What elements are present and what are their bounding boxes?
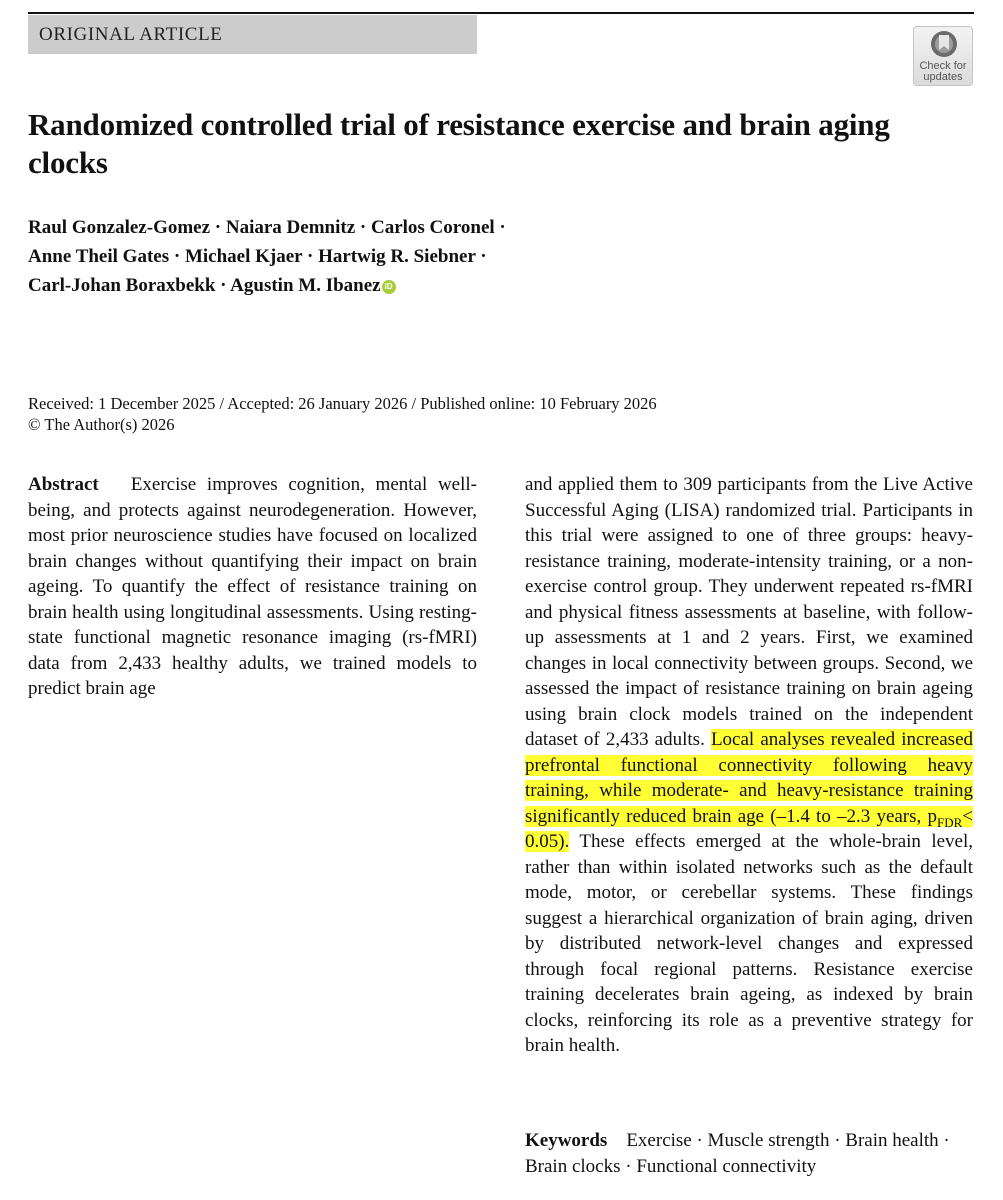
badge-line-2: updates bbox=[923, 71, 963, 83]
badge-line-1: Check for bbox=[919, 60, 967, 72]
author-list bbox=[28, 213, 728, 300]
check-for-updates-text bbox=[914, 61, 972, 83]
abstract-text-right-after: These effects emerged at the whole-brain level, rather than within isolated networks such as the default mode, motor, or cerebellar systems. These findings suggest a hierarchical organization of brain aging, driven by distributed network-level changes and expressed through focal regional patterns. Resistance exercise training decelerates brain ageing, as indexed by brain clocks, reinforcing its role as a preventive strategy for brain health. bbox=[525, 831, 973, 1056]
keywords-section bbox=[525, 1128, 973, 1179]
bookmark-icon bbox=[930, 30, 958, 60]
author-line-1: Raul Gonzalez-Gomez · Naiara Demnitz · Carlos Coronel · bbox=[28, 217, 506, 238]
keywords-label: Keywords bbox=[525, 1130, 608, 1151]
abstract-text-right-before: and applied them to 309 participants from the Live Active Successful Aging (LISA) randomized trial. Participants in this trial were assigned to one of three groups: heavy-resistance training, moderate-intensity training, or a non-exercise control group. They underwent repeated rs-fMRI and physical fitness assessments at baseline, with follow-up assessments at 1 and 2 years. First, we examined changes in local connectivity between groups. Second, we assessed the impact of resistance training on brain ageing using brain clock models trained on the independent dataset of 2,433 adults. bbox=[525, 474, 973, 750]
abstract-column-right bbox=[525, 472, 973, 1059]
article-type-label: ORIGINAL ARTICLE bbox=[28, 15, 477, 54]
author-line-3-text: Carl-Johan Boraxbekk · Agustin M. Ibanez bbox=[28, 275, 381, 296]
publication-dates bbox=[28, 393, 828, 435]
author-line-2: Anne Theil Gates · Michael Kjaer · Hartwig R. Siebner · bbox=[28, 246, 487, 267]
highlight-end: < 0.05). bbox=[525, 805, 973, 852]
top-rule bbox=[28, 12, 974, 14]
copyright-line: © The Author(s) 2026 bbox=[28, 415, 175, 434]
article-title: Randomized controlled trial of resistance exercise and brain aging clocks bbox=[28, 107, 890, 180]
abstract-column-left bbox=[28, 472, 477, 702]
highlight-main: Local analyses revealed increased prefrontal functional connectivity following heavy training, while moderate- and heavy-resistance training significantly reduced brain age (–1.4 to –2.3 years, p bbox=[525, 729, 973, 827]
abstract-label: Abstract bbox=[28, 474, 99, 495]
author-line-3 bbox=[28, 271, 728, 300]
orcid-icon[interactable]: iD bbox=[382, 280, 396, 294]
history-dates: Received: 1 December 2025 / Accepted: 26 January 2026 / Published online: 10 February 2026 bbox=[28, 394, 657, 413]
keywords-text: Exercise · Muscle strength · Brain health · Brain clocks · Functional connectivity bbox=[525, 1130, 950, 1177]
check-for-updates-button[interactable] bbox=[913, 26, 973, 86]
highlight-subscript: FDR bbox=[936, 814, 963, 830]
abstract-text-left: Exercise improves cognition, mental well-being, and protects against neurodegeneration. However, most prior neuroscience studies have focused on localized brain changes without quantifying their impact on brain ageing. To quantify the effect of resistance training on brain health using longitudinal assessments. Using resting-state functional magnetic resonance imaging (rs-fMRI) data from 2,433 healthy adults, we trained models to predict brain age bbox=[28, 474, 477, 699]
